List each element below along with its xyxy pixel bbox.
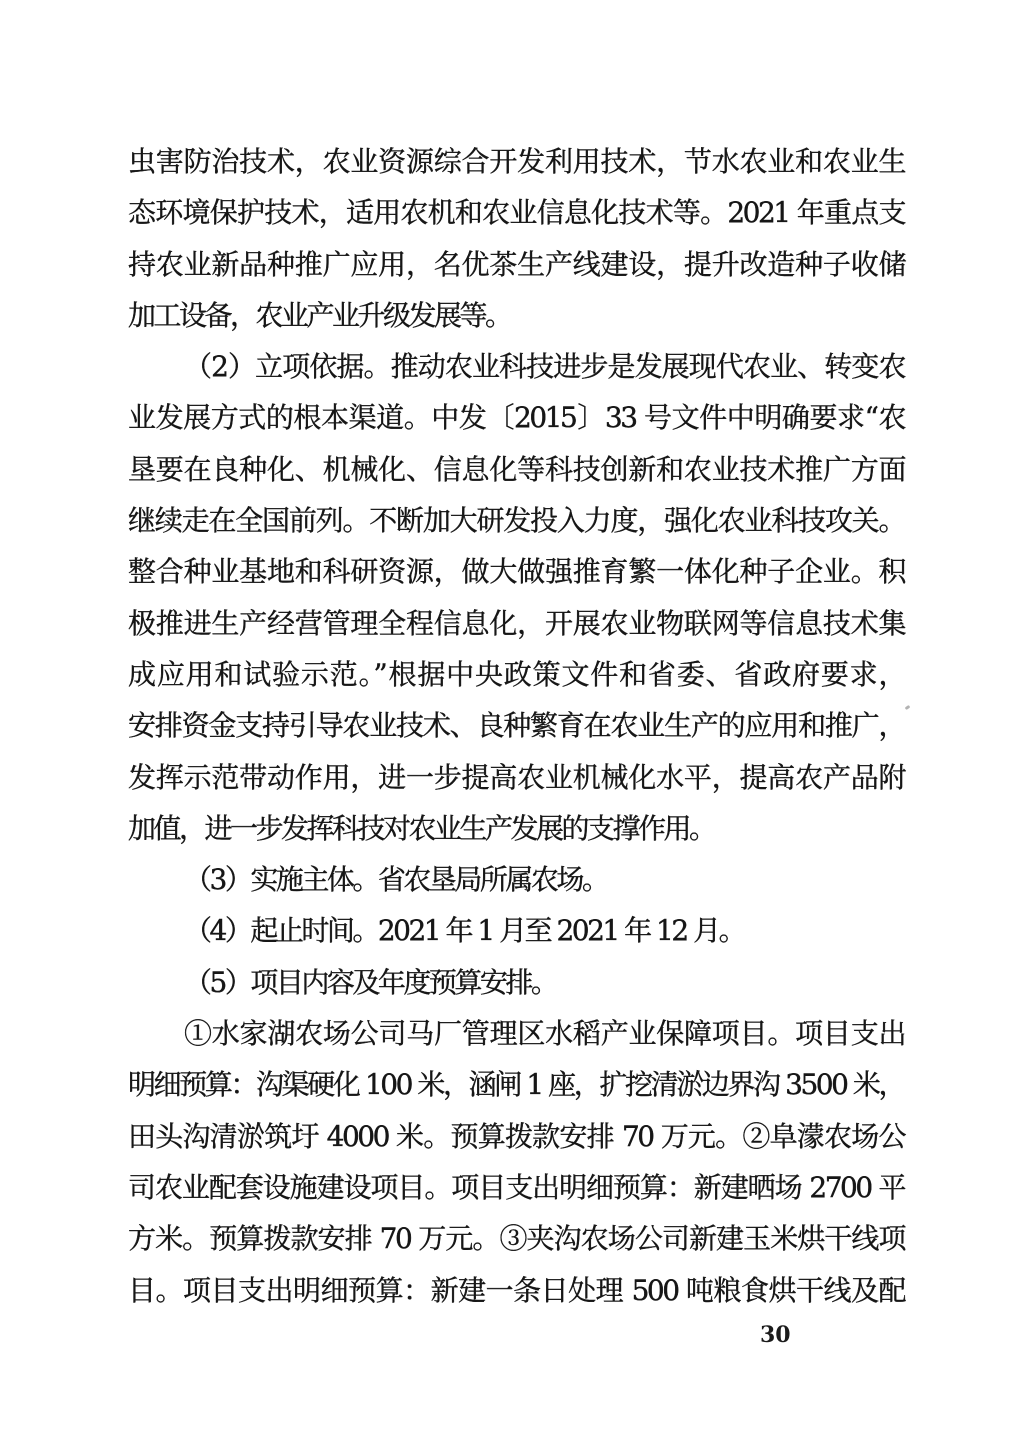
text-line: 加值，进一步发挥科技对农业生产发展的支撑作用。 — [128, 811, 715, 845]
text-line: ①水家湖农场公司马厂管理区水稻产业保障项目。项目支出 — [184, 1017, 904, 1051]
text-line: （3）实施主体。省农垦局所属农场。 — [184, 863, 608, 897]
text-line: 虫害防治技术，农业资源综合开发利用技术，节水农业和农业生 — [128, 145, 904, 178]
scan-artifact-speck — [905, 705, 911, 710]
text-line: 发挥示范带动作用，进一步提高农业机械化水平，提高农产品附 — [128, 760, 904, 794]
text-line: 方米。预算拨款安排 70 万元。③夹沟农场公司新建玉米烘干线项 — [128, 1222, 904, 1256]
text-line: 持农业新品种推广应用，名优茶生产线建设，提升改造种子收储 — [128, 247, 904, 281]
text-line: （5）项目内容及年度预算安排。 — [184, 965, 557, 999]
text-line: 态环境保护技术，适用农机和农业信息化技术等。2021 年重点支 — [128, 196, 904, 230]
text-line: 司农业配套设施建设项目。项目支出明细预算：新建晒场 2700 平 — [128, 1170, 904, 1204]
text-line: 目。项目支出明细预算：新建一条日处理 500 吨粮食烘干线及配 — [128, 1273, 904, 1307]
text-line: 业发展方式的根本渠道。中发〔2015〕33 号文件中明确要求“农 — [128, 401, 904, 435]
text-line: 成应用和试验示范。”根据中央政策文件和省委、省政府要求， — [128, 657, 904, 691]
text-line: 安排资金支持引导农业技术、良种繁育在农业生产的应用和推广， — [128, 709, 904, 743]
page-number: 30 — [760, 1322, 791, 1348]
text-line: 垦要在良种化、机械化、信息化等科技创新和农业技术推广方面 — [128, 452, 904, 486]
text-block — [128, 136, 904, 1316]
text-line: （4）起止时间。2021 年 1 月至 2021 年 12 月。 — [184, 914, 745, 948]
text-line: 明细预算：沟渠硬化 100 米，涵闸 1 座，扩挖清淤边界沟 3500 米， — [128, 1068, 904, 1102]
text-line: 极推进生产经营管理全程信息化，开展农业物联网等信息技术集 — [128, 606, 904, 640]
text-line: 继续走在全国前列。不断加大研发投入力度，强化农业科技攻关。 — [128, 504, 904, 538]
text-line: 田头沟清淤筑圩 4000 米。预算拨款安排 70 万元。②阜濛农场公 — [128, 1119, 904, 1153]
text-line: 加工设备，农业产业升级发展等。 — [128, 298, 511, 332]
text-line: 整合种业基地和科研资源，做大做强推育繁一体化种子企业。积 — [128, 555, 904, 589]
text-line: （2）立项依据。推动农业科技进步是发展现代农业、转变农 — [184, 350, 904, 384]
